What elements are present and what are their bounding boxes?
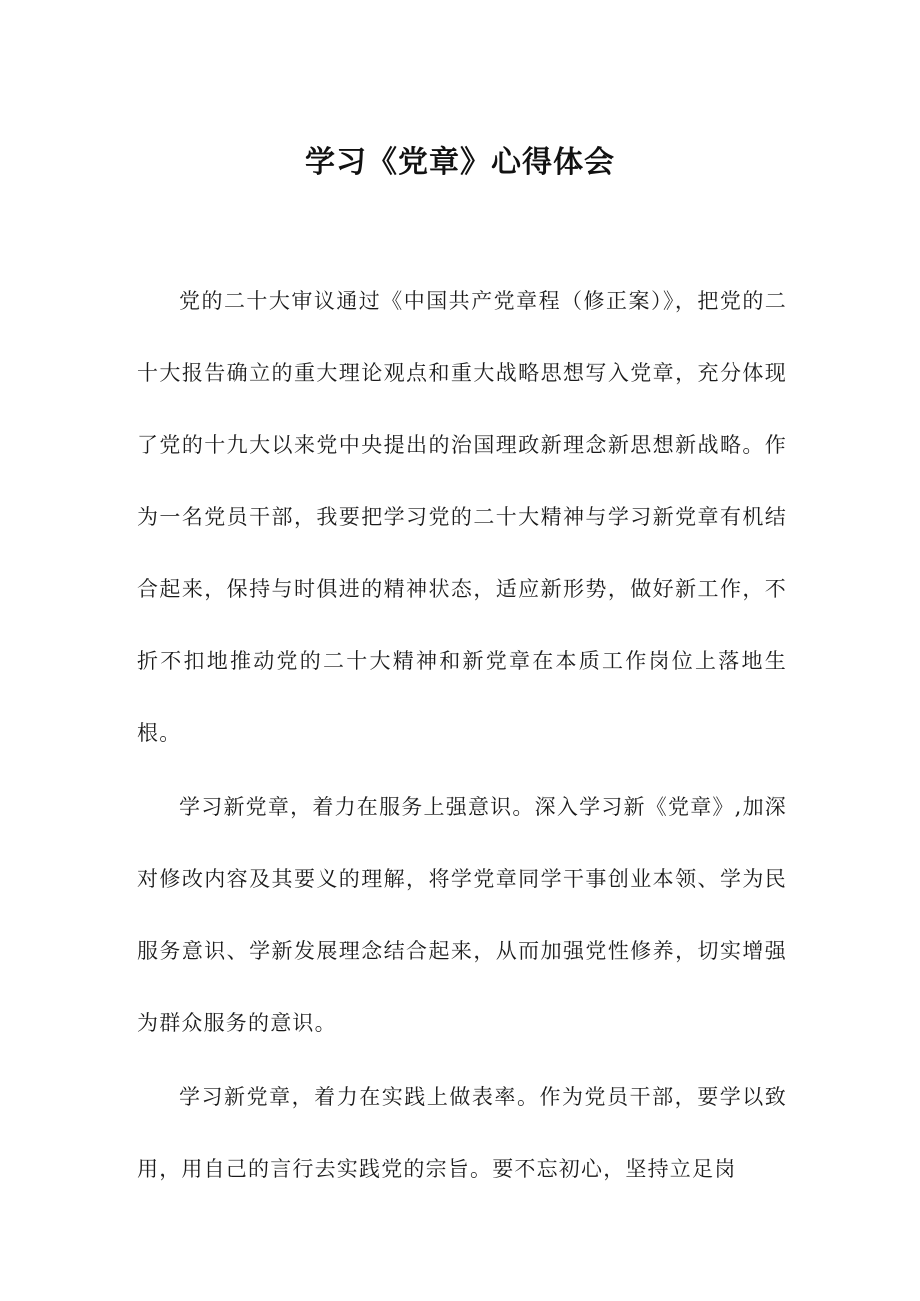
paragraph-2: 学习新党章，着力在服务上强意识。深入学习新《党章》,加深对修改内容及其要义的理解，将学党章同学干事创业本领、学为民服务意识、学新发展理念结合起来，从而加强党性修养，切实增强为群众服务的意识。 — [137, 795, 787, 1035]
paragraph-1: 党的二十大审议通过《中国共产党章程（修正案）》，把党的二十大报告确立的重大理论观点和重大战略思想写入党章，充分体现了党的十九大以来党中央提出的治国理政新理念新思想新战略。作为一名党员干部，我要把学习党的二十大精神与学习新党章有机结合起来，保持与时俱进的精神状态，适应新形势，做好新工作，不折不扣地推动党的二十大精神和新党章在本质工作岗位上落地生根。 — [137, 289, 787, 745]
document-body — [137, 265, 787, 1207]
document-title: 学习《党章》心得体会 — [305, 145, 615, 180]
paragraph-3: 学习新党章，着力在实践上做表率。作为党员干部，要学以致用，用自己的言行去实践党的宗旨。要不忘初心，坚持立足岗 — [137, 1085, 787, 1181]
